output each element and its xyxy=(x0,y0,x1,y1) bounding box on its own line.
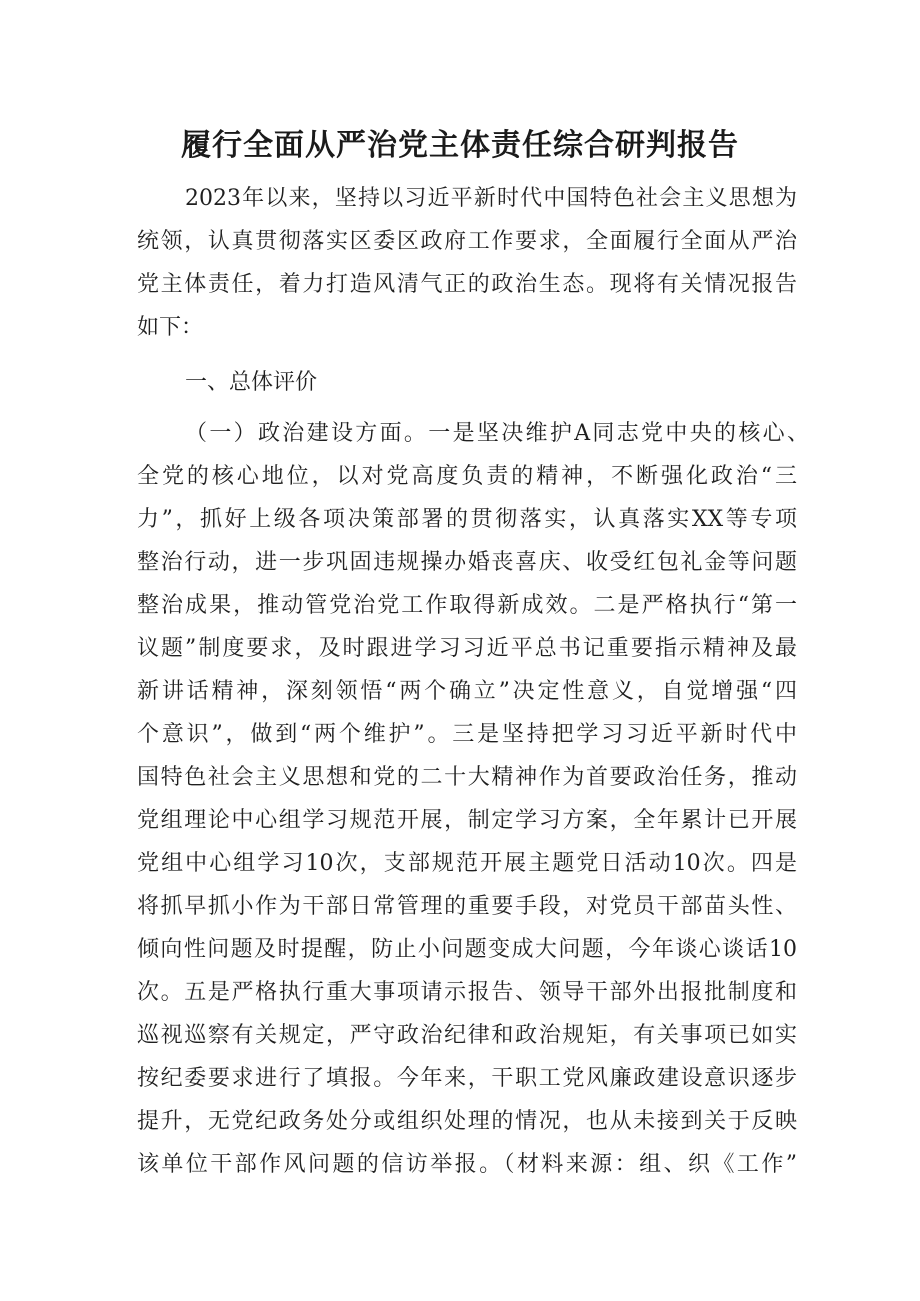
body-line: 该单位干部作风问题的信访举报。（材料来源：组、织《工作” xyxy=(137,1152,797,1177)
body-line: 将抓早抓小作为干部日常管理的重要手段，对党员干部苗头性、 xyxy=(137,894,797,919)
section-heading: 一、总体评价 xyxy=(185,370,318,395)
intro-line: 如下： xyxy=(137,315,204,340)
body-line: 党组理论中心组学习规范开展，制定学习方案，全年累计已开展 xyxy=(137,808,797,833)
body-line: 新讲话精神，深刻领悟“两个确立”决定性意义，自觉增强“四 xyxy=(137,679,797,704)
body-line: 全党的核心地位，以对党高度负责的精神，不断强化政治“三 xyxy=(137,464,797,489)
body-line: （一）政治建设方面。一是坚决维护A同志党中央的核心、 xyxy=(185,421,809,446)
body-line: 整治行动，进一步巩固违规操办婚丧喜庆、收受红包礼金等问题 xyxy=(137,550,797,575)
document-title: 履行全面从严治党主体责任综合研判报告 xyxy=(181,128,739,163)
body-line: 次。五是严格执行重大事项请示报告、领导干部外出报批制度和 xyxy=(137,980,797,1005)
intro-line: 2023年以来，坚持以习近平新时代中国特色社会主义思想为 xyxy=(185,186,797,211)
body-line: 巡视巡察有关规定，严守政治纪律和政治规矩，有关事项已如实 xyxy=(137,1023,797,1048)
body-line: 议题”制度要求，及时跟进学习习近平总书记重要指示精神及最 xyxy=(137,636,797,661)
body-line: 提升，无党纪政务处分或组织处理的情况，也从未接到关于反映 xyxy=(137,1109,797,1134)
body-line: 个意识”，做到“两个维护”。三是坚持把学习习近平新时代中 xyxy=(137,722,797,747)
body-line: 倾向性问题及时提醒，防止小问题变成大问题，今年谈心谈话10 xyxy=(137,937,797,962)
body-line: 党组中心组学习10次，支部规范开展主题党日活动10次。四是 xyxy=(137,851,797,876)
body-line: 整治成果，推动管党治党工作取得新成效。二是严格执行“第一 xyxy=(137,593,797,618)
body-line: 按纪委要求进行了填报。今年来，干职工党风廉政建设意识逐步 xyxy=(137,1066,797,1091)
body-line: 力”，抓好上级各项决策部署的贯彻落实，认真落实XX等专项 xyxy=(137,507,797,532)
intro-line: 党主体责任，着力打造风清气正的政治生态。现将有关情况报告 xyxy=(137,272,797,297)
intro-line: 统领，认真贯彻落实区委区政府工作要求，全面履行全面从严治 xyxy=(137,229,797,254)
body-line: 国特色社会主义思想和党的二十大精神作为首要政治任务，推动 xyxy=(137,765,797,790)
